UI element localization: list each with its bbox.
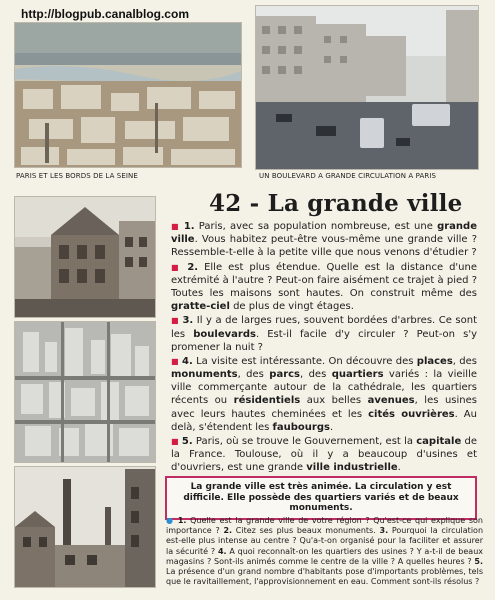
question-number: 2. bbox=[223, 526, 233, 536]
photo-boulevard bbox=[255, 5, 479, 170]
question-text: Citez ses plus beaux monuments. bbox=[232, 526, 380, 536]
watermark-url: http://blogpub.canalblog.com bbox=[21, 7, 189, 21]
summary-text: La grande ville est très animée. La circulation y est difficile. Elle possède des quartiers variés et de beaux monuments. bbox=[183, 482, 459, 514]
questions-block bbox=[166, 516, 483, 588]
text: variés : la vieille ville commerçante autour de la cathédrale, les quartiers récents ou bbox=[171, 369, 478, 407]
summary-box bbox=[165, 476, 477, 520]
question-number: 3. bbox=[379, 526, 389, 536]
text: aux belles bbox=[300, 395, 368, 407]
paragraph-4 bbox=[171, 355, 477, 434]
photo-paris-seine bbox=[14, 22, 242, 168]
paragraph-number: 3. bbox=[182, 315, 194, 327]
text: Il y a de larges rues, souvent bordées d'arbres. Ce sont les bbox=[171, 315, 477, 340]
keyword: boulevards bbox=[193, 328, 256, 340]
keyword: capitale bbox=[416, 436, 462, 447]
lesson-title: 42 - La grande ville bbox=[209, 190, 463, 217]
photo-old-town bbox=[14, 196, 156, 318]
question-number: 5. bbox=[474, 556, 483, 566]
red-square-icon: ■ bbox=[171, 262, 182, 272]
caption-seine: PARIS ET LES BORDS DE LA SEINE bbox=[16, 172, 138, 180]
text: , des bbox=[237, 369, 270, 381]
text: . bbox=[329, 421, 334, 433]
red-square-icon: ■ bbox=[171, 316, 179, 326]
photo-aerial-city bbox=[14, 321, 156, 463]
keyword: places bbox=[416, 355, 453, 367]
question-number: 4. bbox=[217, 546, 227, 556]
keyword: cités ouvrières bbox=[368, 408, 455, 420]
text: de plus de vingt étages. bbox=[229, 301, 354, 313]
keyword: grande ville bbox=[171, 221, 477, 246]
question-text: La présence d'un grand nombre d'habitants pose d'importants problèmes, tels que le ravitaillement, l'approvisionnement en eau. Comment sont-ils résolus ? bbox=[166, 567, 483, 587]
question-text: A quoi reconnaît-on les quartiers des usines ? Y a-t-il de beaux magasins ? Sont-ils animés comme le centre de la ville ? A quelles heures ? bbox=[166, 546, 483, 566]
lesson-body bbox=[171, 220, 477, 476]
text: de la France. Toulouse, où il y a beaucoup d'usines et d'ouvriers, est une grande bbox=[171, 436, 478, 474]
paragraph-number: 1. bbox=[183, 221, 195, 232]
blue-dot-icon: ● bbox=[166, 516, 178, 525]
text: . bbox=[397, 462, 401, 474]
paragraph-5 bbox=[171, 435, 477, 475]
paragraph-3 bbox=[171, 314, 477, 354]
text: . Au delà, s'étendent les bbox=[171, 408, 477, 433]
keyword: faubourgs bbox=[272, 421, 330, 433]
text: Paris, avec sa population nombreuse, est une bbox=[194, 221, 438, 232]
text: , des bbox=[452, 355, 477, 367]
paragraph-number: 2. bbox=[187, 261, 199, 273]
paragraph-number: 4. bbox=[182, 355, 193, 367]
paragraph-1 bbox=[171, 220, 477, 260]
keyword: parcs bbox=[269, 369, 300, 381]
keyword: résidentiels bbox=[233, 395, 301, 407]
text: La visite est intéressante. On découvre des bbox=[192, 355, 417, 367]
keyword: ville industrielle bbox=[306, 462, 398, 474]
red-square-icon: ■ bbox=[171, 437, 179, 446]
paragraph-number: 5. bbox=[181, 436, 193, 447]
caption-boulevard: UN BOULEVARD A GRANDE CIRCULATION A PARIS bbox=[259, 172, 437, 180]
red-square-icon: ■ bbox=[171, 356, 179, 366]
question-text: Pourquoi la circulation est-elle plus intense au centre ? Qu'a-t-on organisé pour la faciliter et assurer la sécurité ? bbox=[166, 526, 484, 556]
text: , des bbox=[300, 369, 332, 381]
photo-factory bbox=[14, 466, 156, 588]
keyword: quartiers bbox=[331, 369, 384, 381]
question-text: Quelle est la grande ville de votre région ? Qu'est-ce qui explique son importance ? bbox=[166, 516, 483, 536]
text: . Est-il facile d'y circuler ? Peut-on s'y promener la nuit ? bbox=[171, 328, 477, 353]
question-number: 1. bbox=[177, 516, 187, 525]
keyword: monuments bbox=[171, 369, 238, 381]
text: Paris, où se trouve le Gouvernement, est la bbox=[192, 436, 417, 447]
text: Elle est plus étendue. Quelle est la distance d'une extrémité à l'autre ? Peut-on faire aisément ce trajet à pied ? Toutes les maisons sont hautes. On construit même des bbox=[171, 261, 477, 299]
keyword: gratte-ciel bbox=[171, 301, 230, 313]
text: . Vous habitez peut-être vous-même une grande ville ? Ressemble-t-elle à la petite ville que nous venons d'étudier ? bbox=[171, 234, 477, 259]
paragraph-2 bbox=[171, 261, 477, 314]
red-square-icon: ■ bbox=[171, 222, 180, 231]
keyword: avenues bbox=[367, 395, 415, 407]
text: , les usines avec leurs hautes cheminées et les bbox=[171, 395, 477, 420]
